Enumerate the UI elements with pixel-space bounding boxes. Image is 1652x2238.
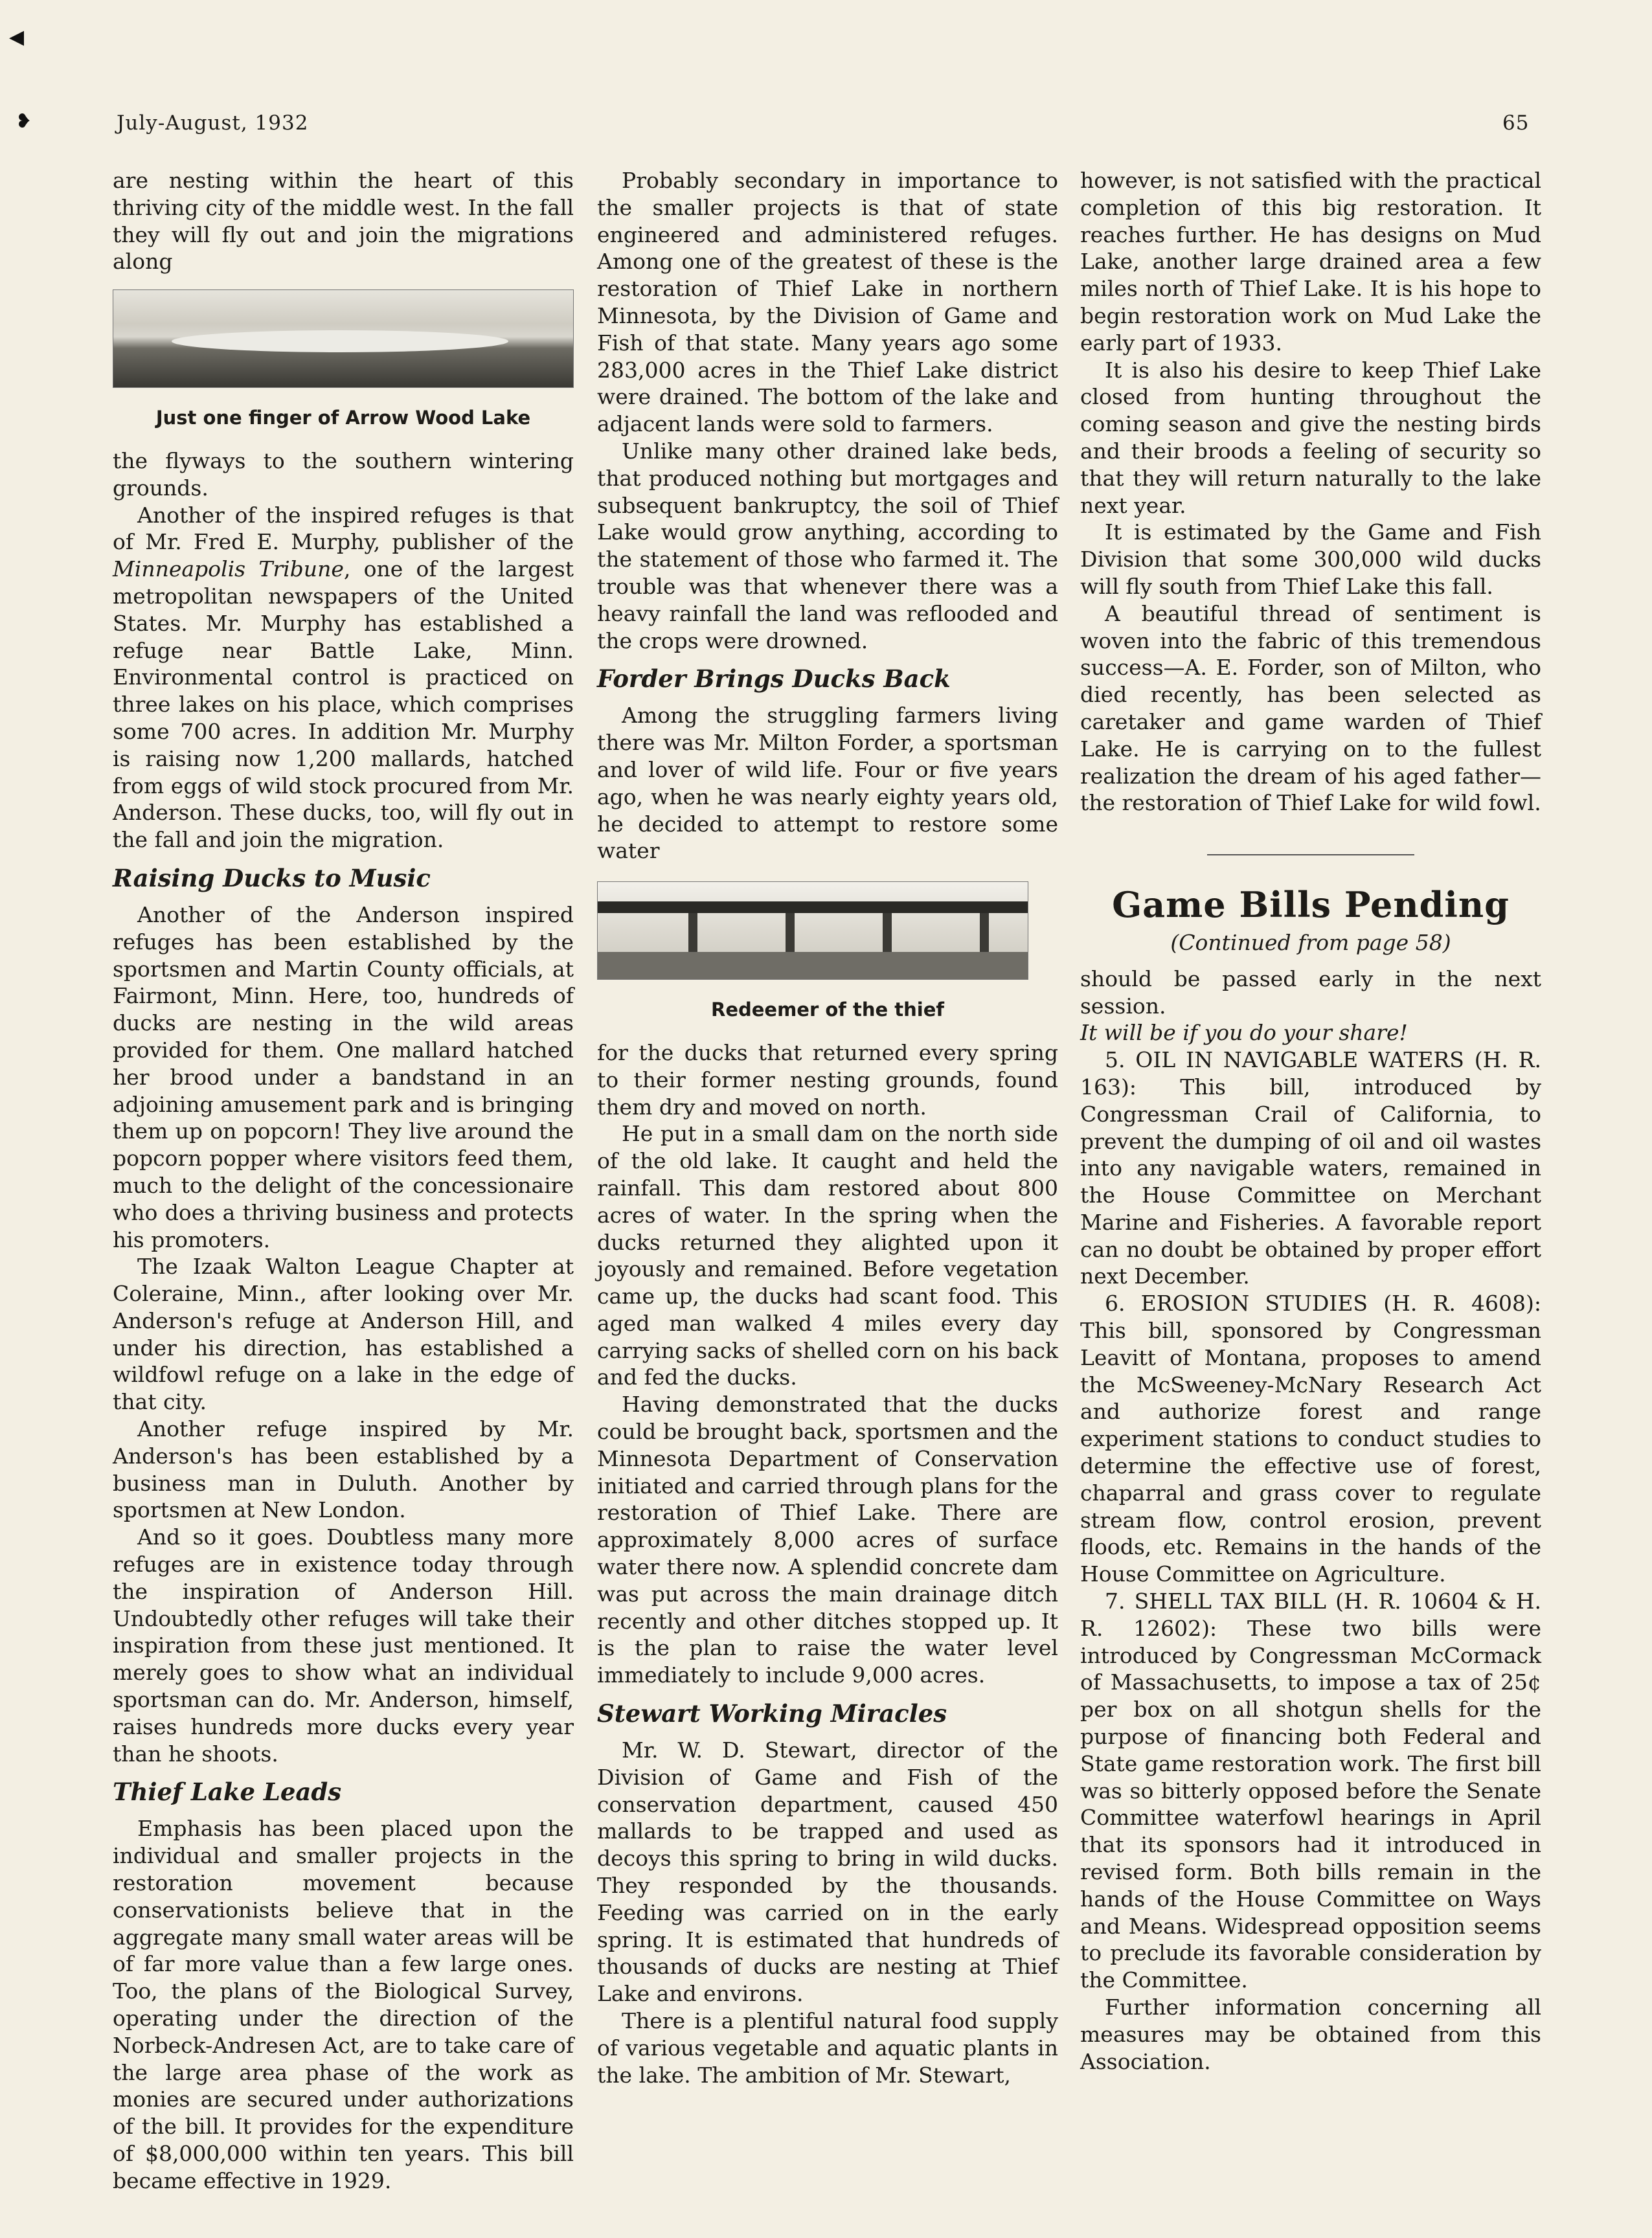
paragraph: are nesting within the heart of this thriving city of the middle west. In the fall they will fly out and join the migrations along [113,168,574,275]
paragraph: Having demonstrated that the ducks could be brought back, sportsmen and the Minnesota Department of Conservation initiated and carried through plans for the restoration of Thief Lake. There are approximately 8,000 acres of surface water there now. A splendid concrete dam was put across the main drainage ditch recently and other ditches stopped up. It is the plan to raise the water level immediately to include 9,000 acres. [597,1392,1058,1688]
paragraph: Another refuge inspired by Mr. Anderson's has been established by a business man in Duluth. Another by sportsmen at New London. [113,1416,574,1523]
paragraph: 5. OIL IN NAVIGABLE WATERS (H. R. 163): This bill, introduced by Congressman Crail of California, to prevent the dumping of oil and oil wastes into any navigable waters, remained in the House Committee on Merchant Marine and Fisheries. A favorable report can no doubt be obtained by proper effort next December. [1080,1047,1541,1289]
page-number: 65 [1502,111,1530,135]
scan-mark-side: ❥ [16,110,32,133]
paragraph: Emphasis has been placed upon the individual and smaller projects in the restoration movement because conservationists believe that in the aggregate many small water areas will be of far more value than a few large ones. Too, the plans of the Biological Survey, operating under the direction of the Norbeck-Andresen Act, are to take care of the large area phase of the work as monies are secured under authorizations of the bill. It provides for the expenditure of $8,000,000 within ten years. This bill became effective in 1929. [113,1816,574,2193]
paragraph: should be passed early in the next session. [1080,966,1541,1019]
paragraph: 7. SHELL TAX BILL (H. R. 10604 & H. R. 12602): These two bills were introduced by Congressman McCormack of Massachusetts, to impose a tax of 25¢ per box on all shotgun shells for the purpose of financing both Federal and State game restoration work. The first bill was so bitterly opposed before the Senate Committee waterfowl hearings in April that its sponsors had it introduced in revised form. Both bills remain in the hands of the House Committee on Ways and Means. Widespread opposition seems to preclude its favorable consideration by the Committee. [1080,1588,1541,1993]
paragraph: Another of the Anderson inspired refuges has been established by the sportsmen and Martin County officials, at Fairmont, Minn. Here, too, hundreds of ducks are nesting in the wild areas provided for them. One mallard hatched her brood under a bandstand in an adjoining amusement park and is bringing them up on popcorn! They live around the popcorn popper where visitors feed them, much to the delight of the concessionaire who does a thriving business and protects his promoters. [113,901,574,1252]
article-title: Game Bills Pending [1112,884,1510,926]
arrow-wood-lake-photo [113,289,574,388]
section-heading: Thief Lake Leads [113,1778,342,1807]
header-date: July-August, 1932 [117,111,309,135]
paragraph: Mr. W. D. Stewart, director of the Division of Game and Fish of the conservation department, caused 450 mallards to be trapped and used as decoys this spring to bring in wild ducks. They responded by the thousands. Feeding was carried on in the early spring. It is estimated that hundreds of thousands of ducks are nesting at Thief Lake and environs. [597,1737,1058,2007]
photo-caption: Redeemer of the thief [710,999,945,1021]
paragraph: There is a plentiful natural food supply of various vegetable and aquatic plants in the lake. The ambition of Mr. Stewart, [597,2008,1058,2088]
paragraph: The Izaak Walton League Chapter at Coleraine, Minn., after looking over Mr. Anderson's refuge at Anderson Hill, and under his direction, has established a wildfowl refuge on a lake in the edge of that city. [113,1254,574,1415]
section-heading: Raising Ducks to Music [113,863,431,892]
dam-photo [597,881,1028,980]
column-3 [1080,167,1541,2075]
column-2 [597,167,1058,2088]
paragraph: It is estimated by the Game and Fish Division that some 300,000 wild ducks will fly south from Thief Lake this fall. [1080,519,1541,599]
continued-note: (Continued from page 58) [1170,929,1451,955]
paragraph: A beautiful thread of sentiment is woven into the fabric of this tremendous success—A. E. Forder, son of Milton, who died recently, has been selected as caretaker and game warden of Thief Lake. He is carrying on to the fullest realization the dream of his aged father—the restoration of Thief Lake for wild fowl. [1080,600,1541,816]
paragraph: It is also his desire to keep Thief Lake closed from hunting throughout the coming season and give the nesting birds and their broods a feeling of security so that they will return naturally to the lake next year. [1080,357,1541,518]
paragraph: Another of the inspired refuges is that of Mr. Fred E. Murphy, publisher of the Minneapolis Tribune, one of the largest metropolitan newspapers of the United States. Mr. Murphy has established a refuge near Battle Lake, Minn. Environmental control is practiced on three lakes on his place, which comprises some 700 acres. In addition Mr. Murphy is raising now 1,200 mallards, hatched from eggs of wild stock procured from Mr. Anderson. These ducks, too, will fly out in the fall and join the migration. [113,502,574,853]
paragraph-emphasis: It will be if you do your share! [1080,1020,1408,1046]
paragraph: however, is not satisfied with the practical completion of this big restoration. It reaches further. He has designs on Mud Lake, another large drained area a few miles north of Thief Lake. It is his hope to begin restoration work on Mud Lake the early part of 1933. [1080,168,1541,356]
scan-mark-top: ◀ [9,26,25,49]
photo-caption: Just one finger of Arrow Wood Lake [155,407,531,429]
paragraph: Probably secondary in importance to the smaller projects is that of state engineered and administered refuges. Among one of the greatest of these is the restoration of Thief Lake in northern Minnesota, by the Division of Game and Fish of that state. Many years ago some 283,000 acres in the Thief Lake district were drained. The bottom of the lake and adjacent lands were sold to farmers. [597,168,1058,437]
paragraph: Unlike many other drained lake beds, that produced nothing but mortgages and subsequent bankruptcy, the soil of Thief Lake would grow anything, according to the statement of those who farmed it. The trouble was that whenever there was a heavy rainfall the land was reflooded and the crops were drowned. [597,438,1058,653]
paragraph: the flyways to the southern wintering grounds. [113,447,574,501]
section-heading: Forder Brings Ducks Back [597,664,951,694]
paragraph: 6. EROSION STUDIES (H. R. 4608): This bill, sponsored by Congressman Leavitt of Montana, proposes to amend the McSweeney-McNary Research Act and authorize forest and range experiment stations to conduct studies to determine the effective use of forest, chaparral and grass cover to regulate stream flow, control erosion, prevent floods, etc. Remains in the hands of the House Committee on Agriculture. [1080,1291,1541,1587]
column-1 [113,167,574,2195]
paragraph: He put in a small dam on the north side of the old lake. It caught and held the rainfall. This dam restored about 800 acres of water. In the spring when the ducks returned they alighted upon it joyously and remained. Before vegetation came up, the ducks had scant food. This aged man walked 4 miles every day carrying sacks of shelled corn on his back and fed the ducks. [597,1121,1058,1390]
divider [1207,854,1414,855]
paragraph: Further information concerning all measures may be obtained from this Association. [1080,1995,1541,2074]
paragraph: And so it goes. Doubtless many more refuges are in existence today through the inspiration of Anderson Hill. Undoubtedly other refuges will take their inspiration from these just mentioned. It merely goes to show what an individual sportsman can do. Mr. Anderson, himself, raises hundreds more ducks every year than he shoots. [113,1524,574,1767]
paragraph: Among the struggling farmers living there was Mr. Milton Forder, a sportsman and lover of wild life. Four or five years ago, when he was nearly eighty years old, he decided to attempt to restore some water [597,703,1058,864]
section-heading: Stewart Working Miracles [597,1699,947,1728]
paragraph: for the ducks that returned every spring to their former nesting grounds, found them dry and moved on north. [597,1039,1058,1120]
